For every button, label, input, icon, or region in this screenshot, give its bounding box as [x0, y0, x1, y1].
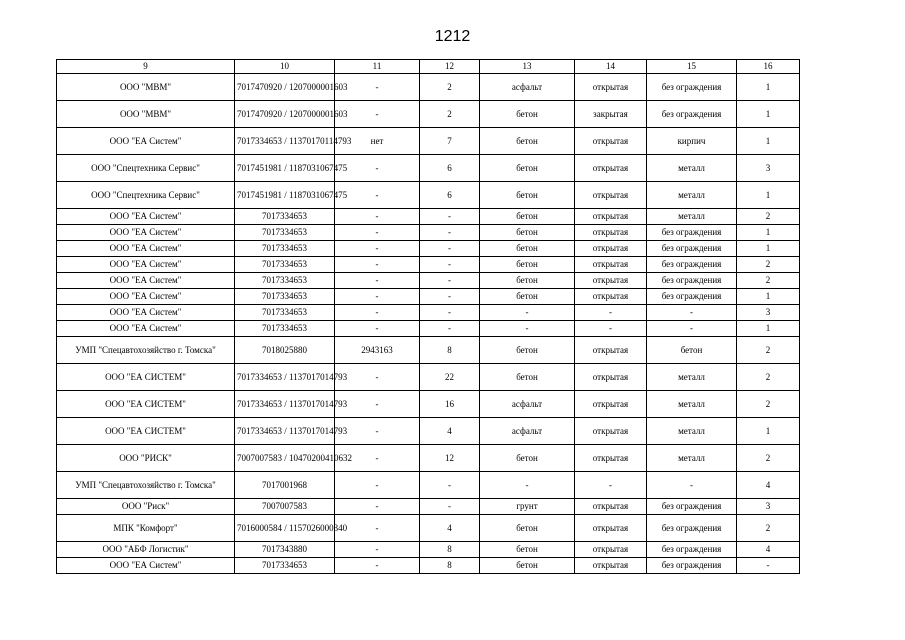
table-cell: - — [420, 273, 480, 289]
table-cell: 1 — [737, 225, 800, 241]
table-cell: - — [335, 391, 420, 418]
table-cell: ООО "АБФ Логистик" — [57, 542, 235, 558]
table-cell: ООО "МВМ" — [57, 74, 235, 101]
table-cell: - — [420, 499, 480, 515]
table-cell: открытая — [575, 391, 647, 418]
table-row — [57, 499, 800, 515]
table-cell: бетон — [480, 182, 575, 209]
table-cell: 2 — [420, 74, 480, 101]
table-cell: без ограждения — [647, 499, 737, 515]
table-cell: - — [335, 101, 420, 128]
table-cell: асфальт — [480, 74, 575, 101]
table-cell: - — [335, 305, 420, 321]
table-cell: - — [575, 321, 647, 337]
table-cell: без ограждения — [647, 289, 737, 305]
table-cell: 7017334653 — [235, 321, 335, 337]
table-cell: 7017334653 / 1137017014793 — [235, 418, 335, 445]
table-cell: 12 — [420, 445, 480, 472]
table-cell: ООО "РИСК" — [57, 445, 235, 472]
table-cell: ООО "ЕА Систем" — [57, 225, 235, 241]
table-cell: ООО "ЕА Систем" — [57, 241, 235, 257]
table-cell: бетон — [480, 225, 575, 241]
table-cell: 7017334653 — [235, 289, 335, 305]
table-cell: 2 — [420, 101, 480, 128]
table-cell: бетон — [480, 128, 575, 155]
table-cell: - — [480, 305, 575, 321]
table-row — [57, 542, 800, 558]
table-row — [57, 101, 800, 128]
table-row — [57, 241, 800, 257]
table-cell: открытая — [575, 273, 647, 289]
table-cell: бетон — [480, 289, 575, 305]
table-cell: 7017334653 — [235, 273, 335, 289]
table-cell: открытая — [575, 418, 647, 445]
table-cell: бетон — [480, 241, 575, 257]
table-cell: ООО "ЕА Систем" — [57, 257, 235, 273]
page-number: 1212 — [434, 28, 471, 45]
table-cell: ООО "ЕА Систем" — [57, 305, 235, 321]
table-cell: ООО "МВМ" — [57, 101, 235, 128]
table-cell: 7017470920 / 1207000001603 — [235, 74, 335, 101]
table-cell: металл — [647, 418, 737, 445]
table-cell: - — [335, 209, 420, 225]
table-cell: ООО "ЕА Систем" — [57, 558, 235, 574]
table-cell: - — [335, 499, 420, 515]
table-cell: ООО "ЕА СИСТЕМ" — [57, 391, 235, 418]
table-cell: 7017334653 / 11370170114793 — [235, 128, 335, 155]
table-row — [57, 273, 800, 289]
table-cell: - — [335, 558, 420, 574]
table-cell: 1 — [737, 101, 800, 128]
table-row — [57, 182, 800, 209]
column-header: 11 — [335, 60, 420, 74]
table-cell: - — [335, 445, 420, 472]
table-cell: 2 — [737, 391, 800, 418]
table-cell: бетон — [480, 273, 575, 289]
table-cell: - — [737, 558, 800, 574]
table-cell: 7017334653 — [235, 241, 335, 257]
table-cell: 16 — [420, 391, 480, 418]
table-cell: - — [335, 225, 420, 241]
table-cell: - — [335, 273, 420, 289]
table-cell: 7016000584 / 1157026000340 — [235, 515, 335, 542]
table-row — [57, 321, 800, 337]
table-cell: - — [335, 418, 420, 445]
table-cell: МПК "Комфорт" — [57, 515, 235, 542]
table-cell: - — [420, 257, 480, 273]
table-cell: 1 — [737, 418, 800, 445]
table-cell: - — [335, 542, 420, 558]
column-header: 13 — [480, 60, 575, 74]
table-cell: - — [420, 209, 480, 225]
table-cell: 3 — [737, 155, 800, 182]
table-cell: 2 — [737, 515, 800, 542]
table-cell: ООО "ЕА СИСТЕМ" — [57, 418, 235, 445]
table-cell: 7017343880 — [235, 542, 335, 558]
table-cell: без ограждения — [647, 101, 737, 128]
table-cell: 7007007583 — [235, 499, 335, 515]
table-cell: - — [480, 321, 575, 337]
table-cell: 4 — [420, 515, 480, 542]
table-cell: - — [575, 305, 647, 321]
table-cell: открытая — [575, 445, 647, 472]
table-cell: открытая — [575, 289, 647, 305]
table-row — [57, 558, 800, 574]
table-cell: ООО "Риск" — [57, 499, 235, 515]
table-cell: металл — [647, 182, 737, 209]
table-cell: ООО "ЕА Систем" — [57, 273, 235, 289]
table-cell: открытая — [575, 209, 647, 225]
table-cell: - — [335, 321, 420, 337]
table-cell: бетон — [480, 337, 575, 364]
table-cell: бетон — [480, 101, 575, 128]
table-cell: без ограждения — [647, 74, 737, 101]
table-cell: ООО "ЕА Систем" — [57, 289, 235, 305]
table-cell: 1 — [737, 321, 800, 337]
table-cell: открытая — [575, 225, 647, 241]
table-cell: металл — [647, 445, 737, 472]
table-row — [57, 74, 800, 101]
table-cell: - — [480, 472, 575, 499]
table-cell: 7017334653 / 1137017014793 — [235, 364, 335, 391]
table-row — [57, 305, 800, 321]
table-cell: 7007007583 / 10470200410632 — [235, 445, 335, 472]
table-cell: УМП "Спецавтохозяйство г. Томска" — [57, 337, 235, 364]
table-cell: грунт — [480, 499, 575, 515]
table-row — [57, 225, 800, 241]
table-cell: ООО "ЕА Систем" — [57, 128, 235, 155]
table-row — [57, 472, 800, 499]
table-cell: 1 — [737, 74, 800, 101]
table-cell: открытая — [575, 337, 647, 364]
column-header: 10 — [235, 60, 335, 74]
table-cell: без ограждения — [647, 257, 737, 273]
table-cell: 7 — [420, 128, 480, 155]
column-header: 12 — [420, 60, 480, 74]
table-cell: 1 — [737, 128, 800, 155]
table-cell: открытая — [575, 515, 647, 542]
table-row — [57, 445, 800, 472]
table-row — [57, 391, 800, 418]
table-cell: 7017451981 / 1187031067475 — [235, 155, 335, 182]
table-cell: - — [420, 289, 480, 305]
table-cell: 2 — [737, 364, 800, 391]
column-header: 15 — [647, 60, 737, 74]
table-cell: 7017451981 / 1187031067475 — [235, 182, 335, 209]
table-cell: нет — [335, 128, 420, 155]
table-cell: ООО "Спецтехника Сервис" — [57, 155, 235, 182]
table-cell: без ограждения — [647, 515, 737, 542]
table-cell: 7017334653 / 1137017014793 — [235, 391, 335, 418]
table-cell: 2943163 — [335, 337, 420, 364]
header-row — [57, 60, 800, 74]
table-cell: бетон — [480, 155, 575, 182]
table-cell: - — [335, 182, 420, 209]
table-cell: без ограждения — [647, 241, 737, 257]
table-cell: 7017334653 — [235, 257, 335, 273]
table-cell: - — [335, 289, 420, 305]
table-cell: 4 — [737, 542, 800, 558]
table-cell: - — [335, 74, 420, 101]
table-cell: бетон — [480, 542, 575, 558]
table-cell: открытая — [575, 558, 647, 574]
table-cell: закрытая — [575, 101, 647, 128]
table-cell: открытая — [575, 364, 647, 391]
table-row — [57, 257, 800, 273]
table-cell: без ограждения — [647, 542, 737, 558]
table-cell: 1 — [737, 182, 800, 209]
table-cell: - — [335, 257, 420, 273]
table-cell: - — [420, 321, 480, 337]
table-cell: ООО "ЕА СИСТЕМ" — [57, 364, 235, 391]
table-cell: металл — [647, 391, 737, 418]
table-cell: бетон — [480, 445, 575, 472]
table-cell: металл — [647, 209, 737, 225]
table-cell: - — [647, 305, 737, 321]
table-cell: открытая — [575, 241, 647, 257]
table-row — [57, 289, 800, 305]
table-cell: - — [420, 472, 480, 499]
table-cell: открытая — [575, 128, 647, 155]
table-cell: 3 — [737, 499, 800, 515]
table-cell: 1 — [737, 241, 800, 257]
table-cell: 3 — [737, 305, 800, 321]
table-cell: 4 — [420, 418, 480, 445]
table-cell: металл — [647, 364, 737, 391]
table-cell: ООО "Спецтехника Сервис" — [57, 182, 235, 209]
table-cell: - — [335, 515, 420, 542]
table-cell: - — [335, 155, 420, 182]
table-body — [57, 74, 800, 574]
table-cell: ООО "ЕА Систем" — [57, 209, 235, 225]
table-cell: открытая — [575, 74, 647, 101]
table-cell: ООО "ЕА Систем" — [57, 321, 235, 337]
table-row — [57, 128, 800, 155]
table-cell: 2 — [737, 257, 800, 273]
table-cell: 8 — [420, 542, 480, 558]
table-cell: асфальт — [480, 418, 575, 445]
table-cell: 7017470920 / 1207000001603 — [235, 101, 335, 128]
table-cell: - — [335, 364, 420, 391]
table-cell: без ограждения — [647, 273, 737, 289]
table-row — [57, 209, 800, 225]
table-cell: бетон — [480, 209, 575, 225]
table-cell: 7017334653 — [235, 225, 335, 241]
table-row — [57, 418, 800, 445]
table-cell: кирпич — [647, 128, 737, 155]
table-cell: - — [647, 321, 737, 337]
table-cell: 8 — [420, 337, 480, 364]
table-cell: бетон — [480, 558, 575, 574]
table-cell: 7017001968 — [235, 472, 335, 499]
table-cell: открытая — [575, 155, 647, 182]
table-cell: бетон — [647, 337, 737, 364]
table-cell: открытая — [575, 499, 647, 515]
table-cell: 2 — [737, 445, 800, 472]
table-cell: 2 — [737, 273, 800, 289]
table-cell: - — [420, 305, 480, 321]
table-cell: металл — [647, 155, 737, 182]
table-cell: без ограждения — [647, 225, 737, 241]
table-cell: - — [335, 472, 420, 499]
table-cell: 6 — [420, 155, 480, 182]
table-cell: асфальт — [480, 391, 575, 418]
table-cell: открытая — [575, 182, 647, 209]
column-header: 14 — [575, 60, 647, 74]
table-cell: бетон — [480, 364, 575, 391]
table-cell: 7017334653 — [235, 558, 335, 574]
table-cell: - — [420, 241, 480, 257]
column-header: 9 — [57, 60, 235, 74]
table-cell: - — [575, 472, 647, 499]
table-cell: 2 — [737, 209, 800, 225]
table-cell: 7017334653 — [235, 209, 335, 225]
table-cell: - — [647, 472, 737, 499]
table-row — [57, 364, 800, 391]
table-row — [57, 515, 800, 542]
table-cell: открытая — [575, 542, 647, 558]
table-cell: 8 — [420, 558, 480, 574]
table-cell: бетон — [480, 257, 575, 273]
table-cell: 6 — [420, 182, 480, 209]
table-cell: 22 — [420, 364, 480, 391]
table-cell: бетон — [480, 515, 575, 542]
table-row — [57, 337, 800, 364]
table-cell: - — [335, 241, 420, 257]
registry-table — [56, 59, 800, 574]
table-cell: открытая — [575, 257, 647, 273]
table-cell: 7018025880 — [235, 337, 335, 364]
table-cell: 7017334653 — [235, 305, 335, 321]
table-row — [57, 155, 800, 182]
table-cell: 4 — [737, 472, 800, 499]
table-cell: 2 — [737, 337, 800, 364]
table-cell: без ограждения — [647, 558, 737, 574]
table-cell: - — [420, 225, 480, 241]
table-cell: УМП "Спецавтохозяйство г. Томска" — [57, 472, 235, 499]
table-cell: 1 — [737, 289, 800, 305]
column-header: 16 — [737, 60, 800, 74]
